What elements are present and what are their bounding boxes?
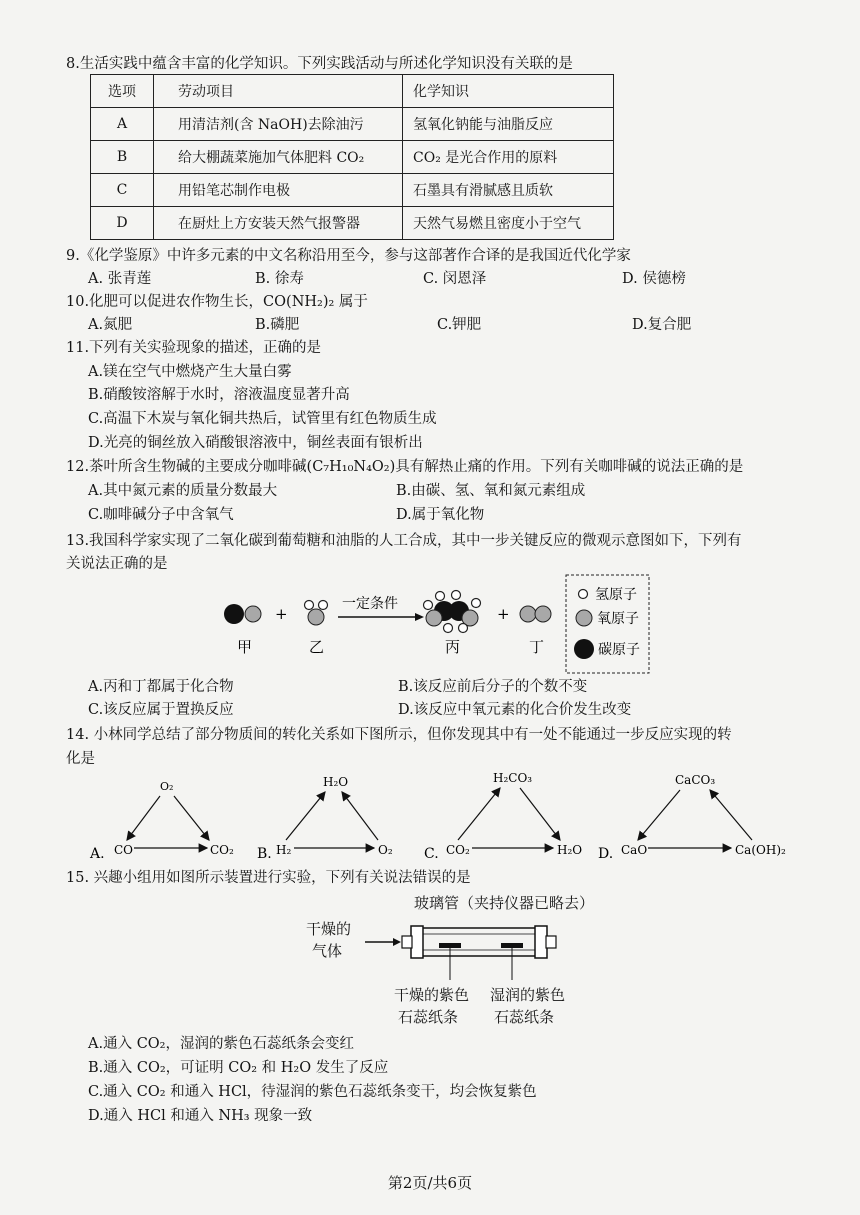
q9-option-b: B. 徐寿 (255, 271, 304, 287)
q8-table (90, 74, 614, 240)
diagram-b-top: H₂O (323, 775, 349, 789)
row-task: 在厨灶上方安装天然气报警器 (154, 207, 403, 240)
diagram-c-left: CO₂ (446, 843, 470, 857)
diagram-c-top: H₂CO₃ (493, 771, 533, 785)
wet-litmus-strip (501, 943, 523, 948)
q13-option-a: A.丙和丁都属于化合物 (88, 679, 234, 695)
q8-stem: 8.生活实践中蕴含丰富的化学知识。下列实践活动与所述化学知识没有关联的是 (66, 56, 573, 72)
plus-sign: + (497, 605, 510, 623)
diagram-b-letter: B. (257, 846, 272, 862)
header-task: 劳动项目 (154, 75, 403, 108)
row-letter: C (91, 174, 154, 207)
diagram-c (424, 771, 582, 862)
table-row (91, 141, 614, 174)
diagram-d (598, 773, 786, 862)
diagram-c-right: H₂O (557, 843, 583, 857)
q13-stem-line1: 13.我国科学家实现了二氧化碳到葡萄糖和油脂的人工合成，其中一步关键反应的微观示意图如下，下列有 (66, 533, 742, 549)
row-task: 用铅笔芯制作电极 (154, 174, 403, 207)
q15-stem: 15. 兴趣小组用如图所示装置进行实验，下列有关说法错误的是 (66, 870, 471, 886)
molecule-bing (424, 591, 481, 633)
table-row (91, 174, 614, 207)
label-yi: 乙 (309, 638, 325, 656)
q12-stem: 12.茶叶所含生物碱的主要成分咖啡碱(C₇H₁₀N₄O₂)具有解热止痛的作用。下列有关咖啡碱的说法正确的是 (66, 459, 744, 475)
q10-stem: 10.化肥可以促进农作物生长，CO(NH₂)₂ 属于 (66, 294, 368, 310)
tube-label: 玻璃管（夹持仪器已略去） (414, 894, 595, 912)
diagram-d-letter: D. (598, 846, 614, 862)
q11-option-a: A.镁在空气中燃烧产生大量白雾 (88, 364, 292, 380)
diagram-c-letter: C. (424, 846, 439, 862)
table-row (91, 207, 614, 240)
row-knowledge: 石墨具有滑腻感且质软 (403, 174, 614, 207)
table-row (91, 108, 614, 141)
row-letter: D (91, 207, 154, 240)
diagram-a-left: CO (114, 843, 134, 857)
q13-stem-line2: 关说法正确的是 (66, 556, 168, 572)
diagram-b-right: O₂ (378, 843, 393, 857)
q13-option-d: D.该反应中氧元素的化合价发生改变 (398, 702, 632, 718)
row-knowledge: CO₂ 是光合作用的原料 (403, 141, 614, 174)
q15-option-a: A.通入 CO₂，湿润的紫色石蕊纸条会变红 (88, 1036, 354, 1052)
arrow-head (415, 613, 424, 621)
q15-apparatus (355, 912, 570, 992)
left-stopper (411, 926, 423, 958)
q12-option-b: B.由碳、氢、氧和氮元素组成 (396, 483, 586, 499)
table-header-row (91, 75, 614, 108)
q10-option-a: A.氮肥 (88, 317, 133, 333)
diagram-a-letter: A. (90, 846, 105, 862)
q15-option-d: D.通入 HCl 和通入 NH₃ 现象一致 (88, 1108, 313, 1124)
label-bing: 丙 (445, 638, 461, 656)
q15-option-b: B.通入 CO₂，可证明 CO₂ 和 H₂O 发生了反应 (88, 1060, 389, 1076)
q9-option-c: C. 闵恩泽 (423, 271, 487, 287)
q11-option-b: B.硝酸铵溶解于水时，溶液温度显著升高 (88, 387, 350, 403)
glass-tube (419, 928, 539, 956)
diagram-b-left: H₂ (276, 843, 292, 857)
q11-option-d: D.光亮的铜丝放入硝酸银溶液中，铜丝表面有银析出 (88, 435, 423, 451)
q9-option-d: D. 侯德榜 (622, 271, 686, 287)
diagram-a-top: O₂ (160, 780, 174, 793)
row-task: 给大棚蔬菜施加气体肥料 CO₂ (154, 141, 403, 174)
plus-sign: + (275, 605, 288, 623)
q13-option-c: C.该反应属于置换反应 (88, 702, 234, 718)
row-letter: A (91, 108, 154, 141)
gas-label-line1: 干燥的 (306, 920, 352, 938)
q10-option-b: B.磷肥 (255, 317, 300, 333)
q14-conversion-diagrams (0, 760, 860, 865)
q9-option-a: A. 张青莲 (88, 271, 152, 287)
legend-hydrogen: 氢原子 (595, 587, 637, 603)
q11-option-c: C.高温下木炭与氧化铜共热后，试管里有红色物质生成 (88, 411, 437, 427)
label-jia: 甲 (237, 638, 253, 656)
molecule-jia (224, 604, 261, 624)
gas-label-line2: 气体 (312, 942, 343, 960)
dry-strip-label-line2: 石蕊纸条 (398, 1008, 459, 1026)
q14-stem-line1: 14. 小林同学总结了部分物质间的转化关系如下图所示，但你发现其中有一处不能通过一步反应实现的转 (66, 727, 732, 743)
legend-oxygen: 氧原子 (597, 611, 639, 627)
right-stopper (535, 926, 547, 958)
legend-carbon: 碳原子 (598, 642, 640, 658)
wet-strip-label-line1: 湿润的紫色 (490, 986, 566, 1004)
carbon-atom-icon (574, 639, 594, 659)
row-knowledge: 天然气易燃且密度小于空气 (403, 207, 614, 240)
diagram-d-right: Ca(OH)₂ (735, 843, 786, 857)
hydrogen-atom-icon (579, 590, 588, 599)
row-knowledge: 氢氧化钠能与油脂反应 (403, 108, 614, 141)
wet-strip-label-line2: 石蕊纸条 (494, 1008, 555, 1026)
diagram-a (89, 780, 234, 862)
row-letter: B (91, 141, 154, 174)
diagram-a-right: CO₂ (210, 843, 234, 857)
q12-option-c: C.咖啡碱分子中含氧气 (88, 507, 234, 523)
page-number: 第2页/共6页 (387, 1174, 473, 1192)
q13-reaction-diagram (0, 565, 860, 675)
q10-option-d: D.复合肥 (632, 317, 692, 333)
q14-stem-line2: 化是 (66, 751, 95, 767)
q15-option-c: C.通入 CO₂ 和通入 HCl，待湿润的紫色石蕊纸条变干，均会恢复紫色 (88, 1084, 537, 1100)
reaction-condition: 一定条件 (342, 596, 398, 612)
q12-option-d: D.属于氧化物 (396, 507, 485, 523)
q9-stem: 9.《化学鉴原》中许多元素的中文名称沿用至今，参与这部著作合译的是我国近代化学家 (66, 248, 631, 264)
dry-strip-label-line1: 干燥的紫色 (394, 986, 470, 1004)
label-ding: 丁 (529, 638, 545, 656)
header-option: 选项 (91, 75, 154, 108)
oxygen-atom-icon (576, 610, 592, 626)
q11-stem: 11.下列有关实验现象的描述，正确的是 (66, 340, 322, 356)
diagram-d-top: CaCO₃ (675, 773, 716, 787)
q13-option-b: B.该反应前后分子的个数不变 (398, 679, 588, 695)
diagram-d-left: CaO (621, 843, 648, 857)
dry-litmus-strip (439, 943, 461, 948)
molecule-yi (305, 601, 328, 626)
q10-option-c: C.钾肥 (437, 317, 482, 333)
header-knowledge: 化学知识 (403, 75, 614, 108)
row-task: 用清洁剂(含 NaOH)去除油污 (154, 108, 403, 141)
molecule-ding (520, 606, 551, 622)
diagram-b (257, 775, 393, 862)
q12-option-a: A.其中氮元素的质量分数最大 (88, 483, 278, 499)
